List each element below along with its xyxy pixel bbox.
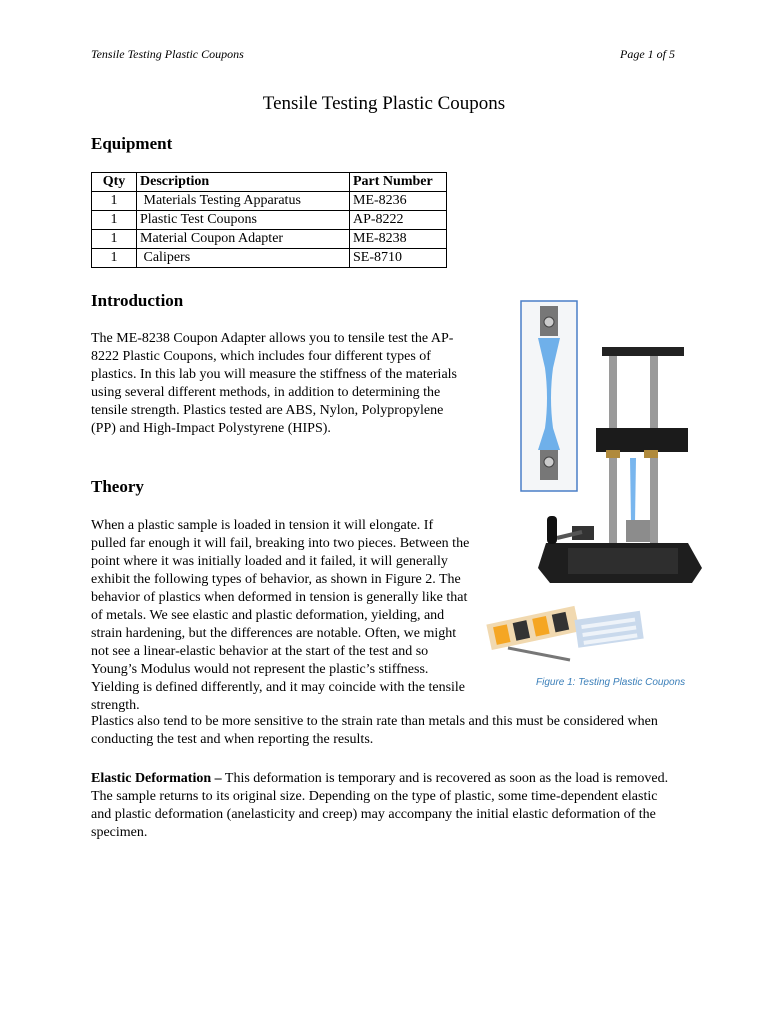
theory-strain-rate-paragraph: Plastics also tend to be more sensitive to the strain rate than metals and this must be considered when conducting the test and when reporting the results. (91, 714, 658, 747)
column-header-description: Description (137, 173, 350, 192)
figure-caption: Figure 1: Testing Plastic Coupons (536, 677, 686, 688)
introduction-heading: Introduction (91, 291, 184, 310)
description-cell: Materials Testing Apparatus (137, 192, 350, 211)
qty-cell: 1 (92, 192, 137, 211)
page-number: Page 1 of 5 (620, 47, 675, 61)
table-row (92, 192, 447, 211)
column-header-qty: Qty (92, 173, 137, 192)
elastic-deformation-paragraph (91, 770, 671, 842)
part-number-cell: ME-8236 (350, 192, 447, 211)
introduction-paragraph: The ME-8238 Coupon Adapter allows you to tensile test the AP-8222 Plastic Coupons, which includes four different types of plastics. In this lab you will measure the stiffness of the materials using several different methods, in addition to determining the tensile strength. Plastics tested are ABS, Nylon, Polypropylene (PP) and High-Impact Polystyrene (HIPS). (91, 331, 457, 436)
elastic-deformation-term: Elastic Deformation – (91, 771, 222, 786)
equipment-heading: Equipment (91, 134, 173, 153)
part-number-cell: SE-8710 (350, 249, 447, 268)
document-title: Tensile Testing Plastic Coupons (262, 93, 506, 114)
materials-testing-apparatus-illustration (478, 298, 712, 670)
elastic-deformation-text: This deformation is temporary and is recovered as soon as the load is removed. The sample returns to its original size. Depending on the type of plastic, some time-dependent elastic and plastic deformation (anelasticity and creep) may accompany the initial elastic deformation of the specimen. (91, 771, 669, 840)
equipment-table (91, 172, 447, 268)
running-header-title: Tensile Testing Plastic Coupons (91, 47, 244, 61)
figure-testing-plastic-coupons (478, 298, 712, 688)
description-cell: Plastic Test Coupons (137, 211, 350, 230)
table-row (92, 211, 447, 230)
theory-paragraph: When a plastic sample is loaded in tension it will elongate. If pulled far enough it will fail, breaking into two pieces. Between the point where it was initially loaded and it failed, it will generally exhibit the following types of behavior, as shown in Figure 2. The behavior of plastics when deformed in tension is generally like that of metals. We see elastic and plastic deformation, yielding, and strain hardening, but the differences are notable. Often, we might not see a linear-elastic behavior at the start of the test and so Young’s Modulus would not represent the plastic’s stiffness. Yielding is defined differently, and it may coincide with the tensile strength. (91, 518, 470, 713)
qty-cell: 1 (92, 211, 137, 230)
qty-cell: 1 (92, 230, 137, 249)
qty-cell: 1 (92, 249, 137, 268)
table-row (92, 230, 447, 249)
description-cell: Calipers (137, 249, 350, 268)
part-number-cell: AP-8222 (350, 211, 447, 230)
description-cell: Material Coupon Adapter (137, 230, 350, 249)
table-header-row (92, 173, 447, 192)
column-header-part-number: Part Number (350, 173, 447, 192)
table-row (92, 249, 447, 268)
theory-heading: Theory (91, 477, 144, 496)
part-number-cell: ME-8238 (350, 230, 447, 249)
